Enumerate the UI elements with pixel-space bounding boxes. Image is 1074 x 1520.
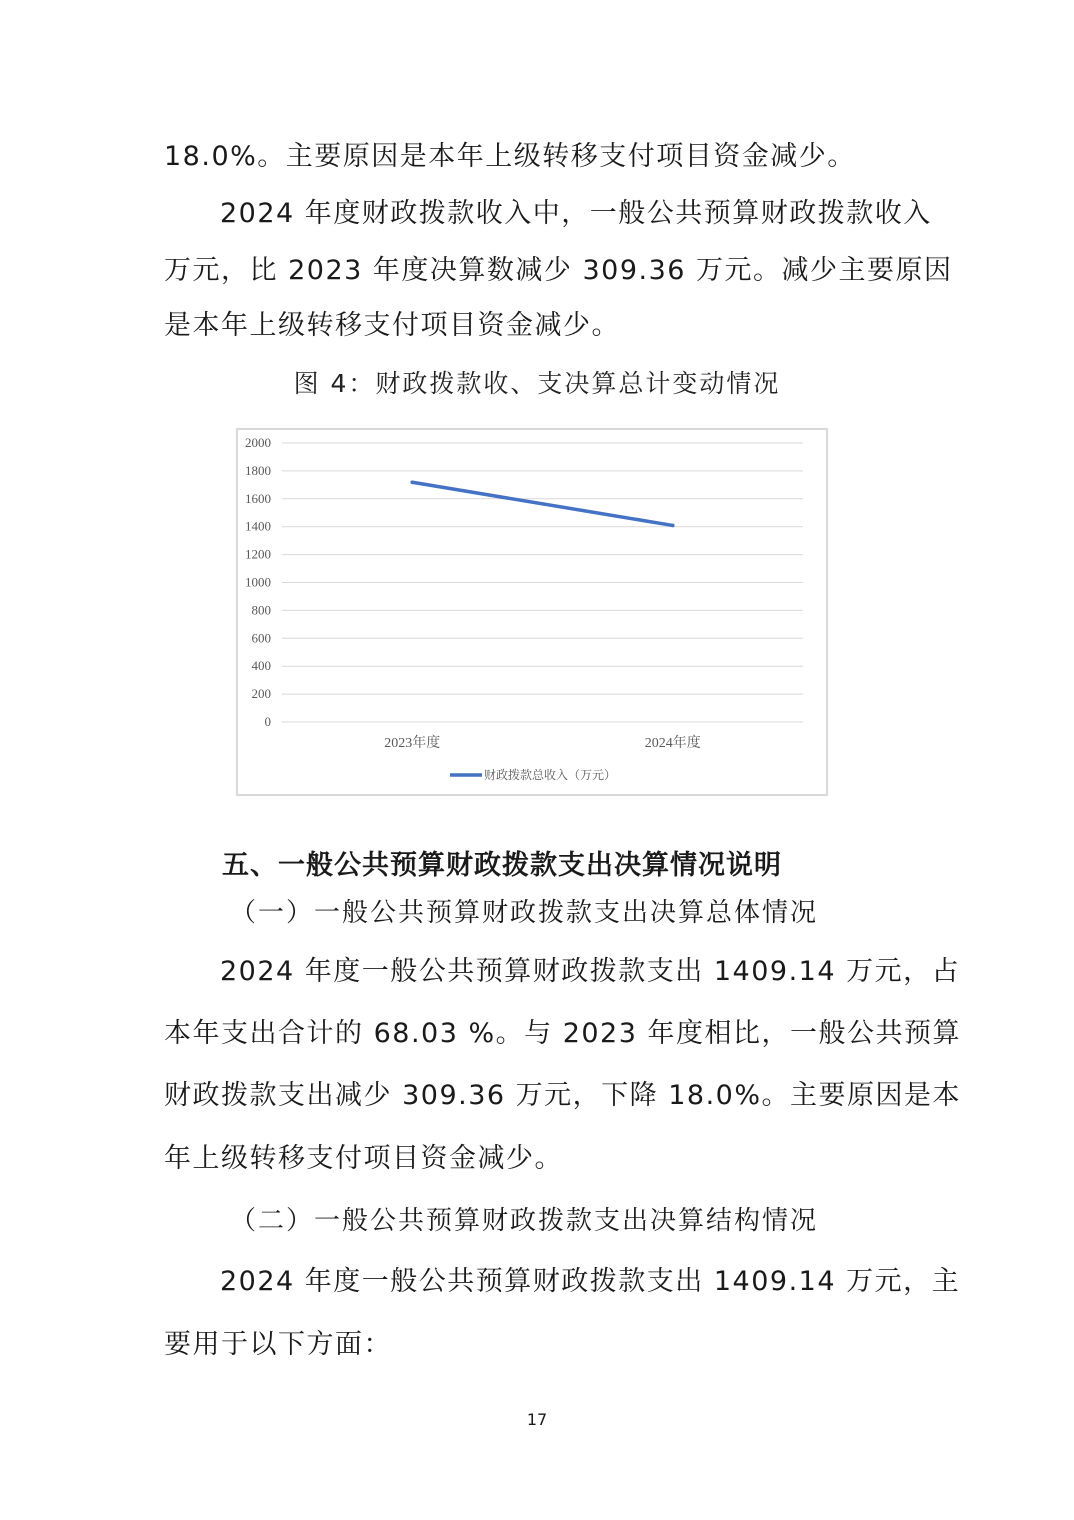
- y-tick-label: 1600: [245, 490, 271, 506]
- data-point: [671, 524, 675, 528]
- page-number: 17: [526, 1410, 548, 1429]
- gridlines: [282, 443, 803, 722]
- series-layer: [410, 480, 674, 527]
- paragraph-line: 2024 年度一般公共预算财政拨款支出 1409.14 万元，占: [220, 956, 961, 987]
- line-chart: [236, 428, 828, 796]
- chart-canvas: [238, 430, 830, 798]
- paragraph-line: 本年支出合计的 68.03 %。与 2023 年度相比，一般公共预算: [164, 1018, 961, 1049]
- subheading-overall: （一）一般公共预算财政拨款支出决算总体情况: [230, 898, 819, 928]
- paragraph-line: 是本年上级转移支付项目资金减少。: [164, 310, 620, 341]
- y-tick-label: 600: [251, 630, 271, 646]
- y-tick-label: 1800: [245, 462, 271, 478]
- paragraph-line: 2024 年度财政拨款收入中，一般公共预算财政拨款收入: [220, 198, 932, 229]
- x-axis-ticks: [384, 734, 701, 751]
- y-tick-label: 1000: [245, 574, 271, 590]
- y-tick-label: 400: [251, 658, 271, 674]
- paragraph-line: 2024 年度一般公共预算财政拨款支出 1409.14 万元，主: [220, 1266, 961, 1297]
- subheading-structure: （二）一般公共预算财政拨款支出决算结构情况: [230, 1206, 819, 1236]
- paragraph-line: 万元，比 2023 年度决算数减少 309.36 万元。减少主要原因: [164, 255, 953, 286]
- y-tick-label: 2000: [245, 435, 271, 450]
- y-tick-label: 800: [251, 602, 271, 618]
- y-tick-label: 0: [264, 714, 271, 729]
- data-point: [410, 480, 414, 484]
- y-axis-ticks: [245, 435, 271, 729]
- legend: [450, 767, 616, 782]
- series-line: [412, 482, 673, 525]
- x-tick-label: 2023年度: [384, 736, 441, 751]
- y-tick-label: 1200: [245, 546, 271, 562]
- section-heading: 五、一般公共预算财政拨款支出决算情况说明: [222, 850, 782, 881]
- y-tick-label: 1400: [245, 518, 271, 534]
- legend-label: 财政拨款总收入（万元）: [484, 768, 617, 782]
- paragraph-line: 要用于以下方面：: [164, 1329, 392, 1360]
- x-tick-label: 2024年度: [644, 736, 701, 751]
- paragraph-line: 18.0%。主要原因是本年上级转移支付项目资金减少。: [164, 141, 856, 172]
- paragraph-line: 财政拨款支出减少 309.36 万元，下降 18.0%。主要原因是本: [164, 1080, 961, 1111]
- figure-caption: 图 4：财政拨款收、支决算总计变动情况: [293, 369, 781, 398]
- y-tick-label: 200: [251, 686, 271, 702]
- paragraph-line: 年上级转移支付项目资金减少。: [164, 1143, 563, 1174]
